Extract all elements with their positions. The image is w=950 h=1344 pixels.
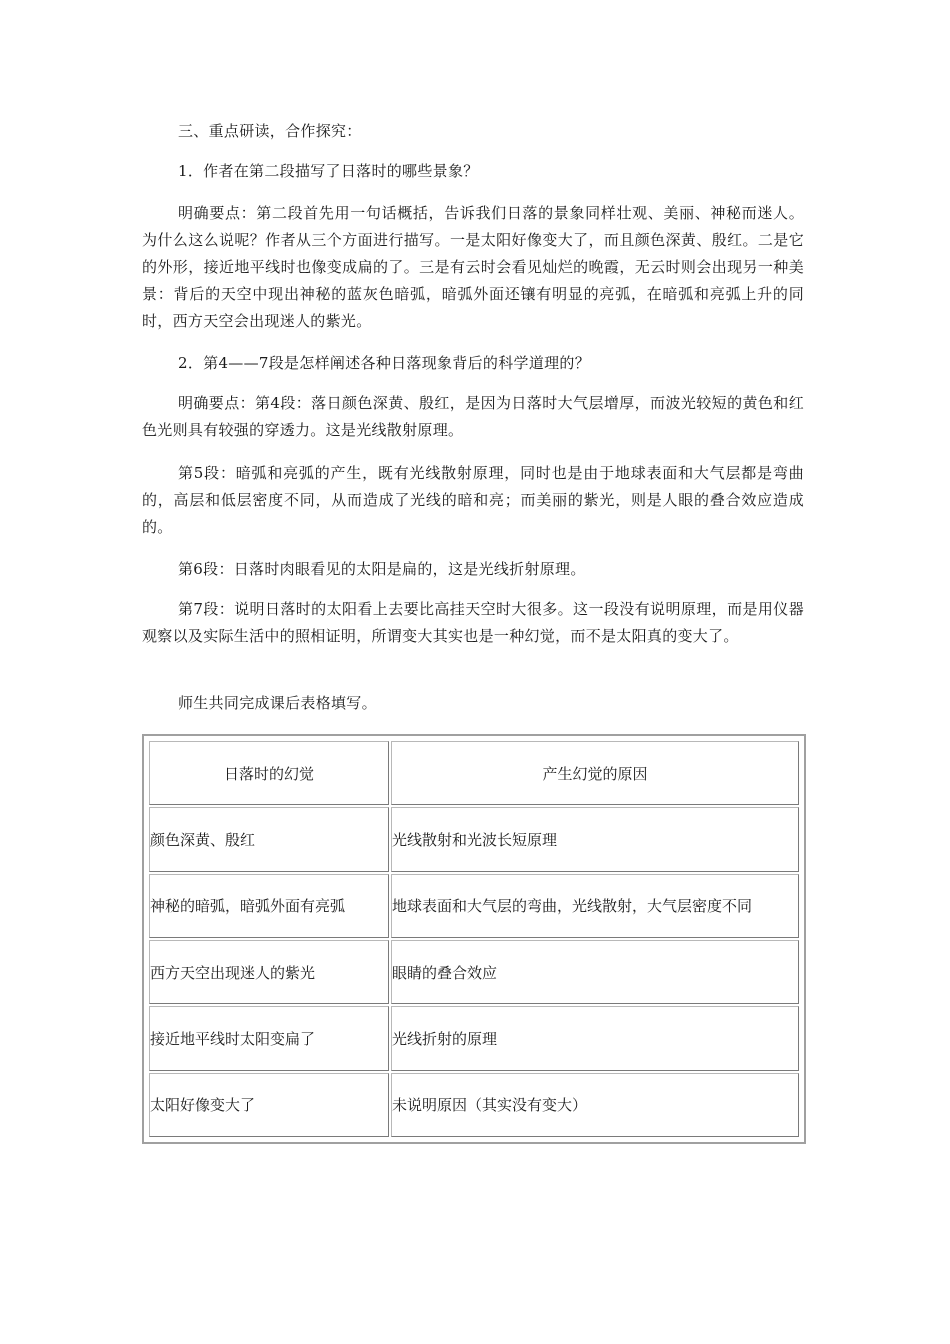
table-row bbox=[149, 874, 799, 938]
header-cause: 产生幻觉的原因 bbox=[391, 741, 799, 805]
cell-illusion: 接近地平线时太阳变扁了 bbox=[149, 1006, 389, 1070]
cell-illusion: 颜色深黄、殷红 bbox=[149, 807, 389, 871]
table-row bbox=[149, 1073, 799, 1137]
question-2: 2．第4——7段是怎样阐述各种日落现象背后的科学道理的？ bbox=[178, 354, 591, 372]
table-header-row bbox=[149, 741, 799, 805]
paragraph-6-explanation: 第6段：日落时肉眼看见的太阳是扁的，这是光线折射原理。 bbox=[178, 560, 586, 578]
paragraph-5-explanation: 第5段：暗弧和亮弧的产生，既有光线散射原理，同时也是由于地球表面和大气层都是弯曲的，高层和低层密度不同，从而造成了光线的暗和亮；而美丽的紫光，则是人眼的叠合效应造成的。 bbox=[142, 464, 804, 536]
cell-illusion: 西方天空出现迷人的紫光 bbox=[149, 940, 389, 1004]
cell-cause: 光线散射和光波长短原理 bbox=[391, 807, 799, 871]
table-intro: 师生共同完成课后表格填写。 bbox=[178, 694, 377, 712]
paragraph-7-explanation: 第7段：说明日落时的太阳看上去要比高挂天空时大很多。这一段没有说明原理，而是用仪器观察以及实际生活中的照相证明，所谓变大其实也是一种幻觉，而不是太阳真的变大了。 bbox=[142, 600, 804, 645]
cell-illusion: 神秘的暗弧，暗弧外面有亮弧 bbox=[149, 874, 389, 938]
cell-cause: 地球表面和大气层的弯曲，光线散射，大气层密度不同 bbox=[391, 874, 799, 938]
table-row bbox=[149, 1006, 799, 1070]
cell-illusion: 太阳好像变大了 bbox=[149, 1073, 389, 1137]
answer-1: 明确要点：第二段首先用一句话概括，告诉我们日落的景象同样壮观、美丽、神秘而迷人。为什么这么说呢？作者从三个方面进行描写。一是太阳好像变大了，而且颜色深黄、殷红。二是它的外形，接近地平线时也像变成扁的了。三是有云时会看见灿烂的晚霞，无云时则会出现另一种美景：背后的天空中现出神秘的蓝灰色暗弧，暗弧外面还镶有明显的亮弧，在暗弧和亮弧上升的同时，西方天空会出现迷人的紫光。 bbox=[142, 204, 804, 330]
header-illusion: 日落时的幻觉 bbox=[149, 741, 389, 805]
answer-2: 明确要点：第4段：落日颜色深黄、殷红，是因为日落时大气层增厚，而波光较短的黄色和红色光则具有较强的穿透力。这是光线散射原理。 bbox=[142, 394, 804, 439]
table bbox=[147, 739, 801, 1139]
table-row bbox=[149, 807, 799, 871]
cell-cause: 未说明原因（其实没有变大） bbox=[391, 1073, 799, 1137]
cell-cause: 光线折射的原理 bbox=[391, 1006, 799, 1070]
illusion-table bbox=[142, 734, 806, 1144]
table-row bbox=[149, 940, 799, 1004]
cell-cause: 眼睛的叠合效应 bbox=[391, 940, 799, 1004]
section-heading: 三、重点研读，合作探究： bbox=[178, 122, 362, 140]
question-1: 1．作者在第二段描写了日落时的哪些景象？ bbox=[178, 162, 479, 180]
